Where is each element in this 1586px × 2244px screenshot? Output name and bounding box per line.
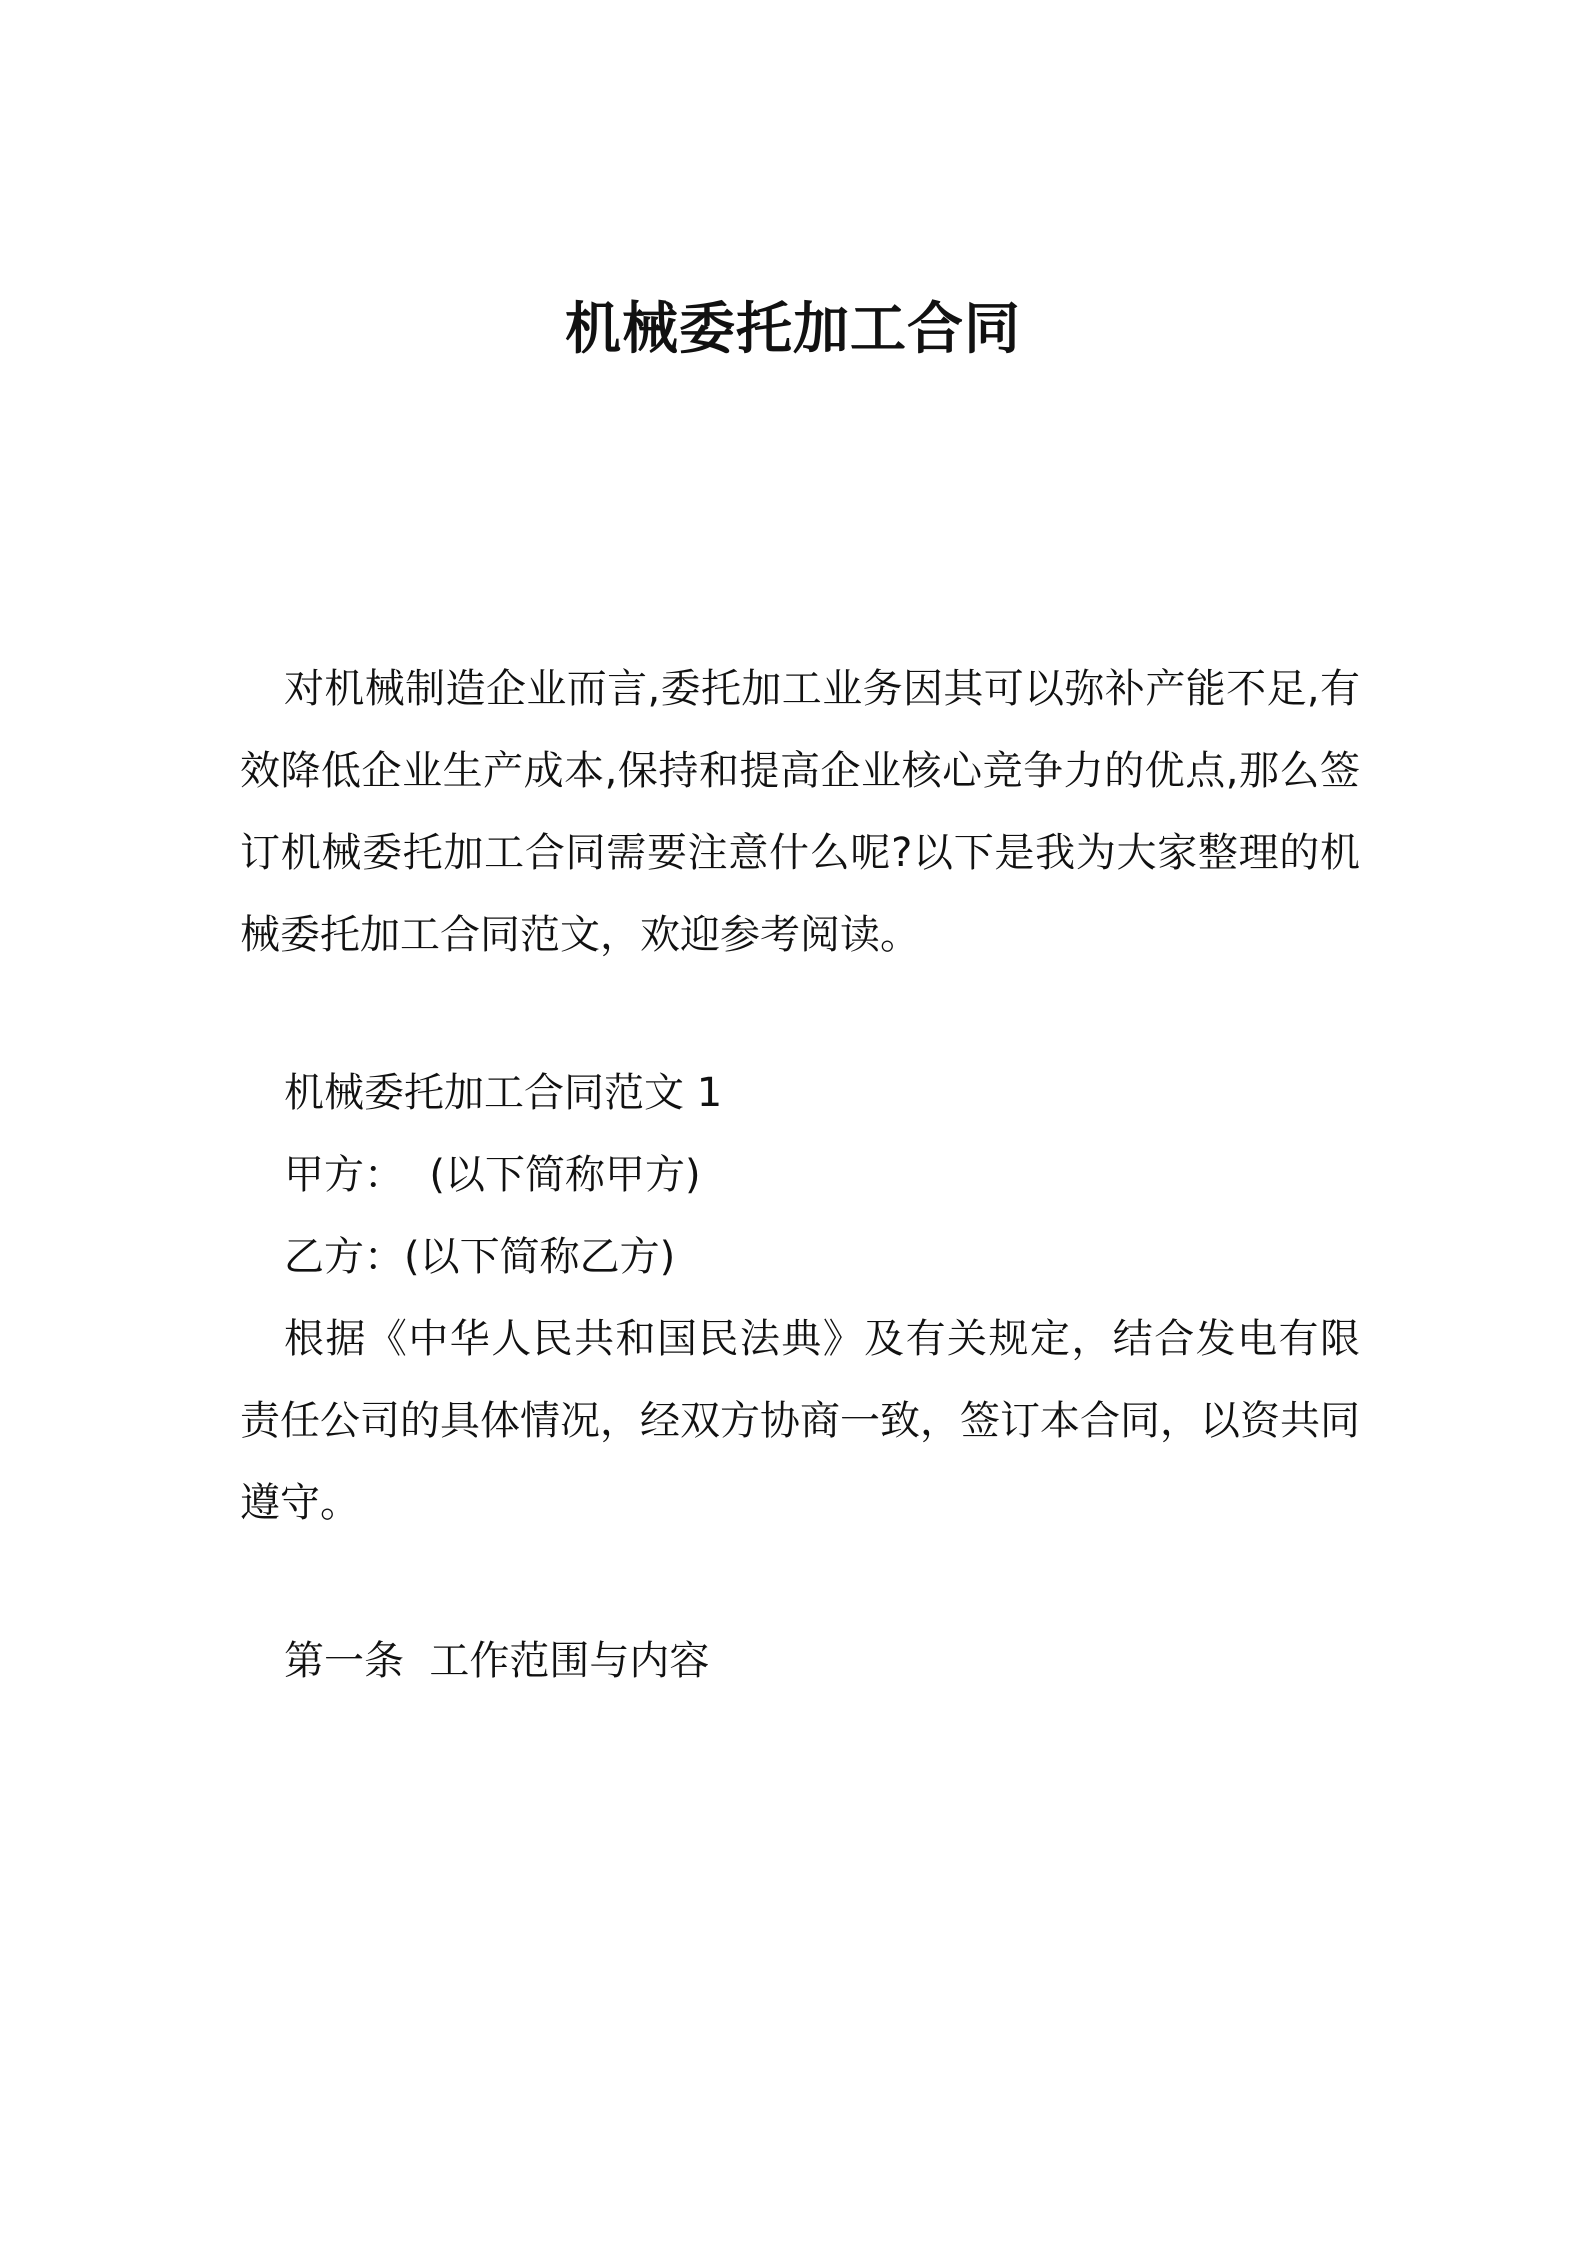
document-body xyxy=(240,648,1360,1702)
intro-paragraph: 对机械制造企业而言,委托加工业务因其可以弥补产能不足,有效降低企业生产成本,保持和提高企业核心竞争力的优点,那么签订机械委托加工合同需要注意什么呢?以下是我为大家整理的机械委托加工合同范文，欢迎参考阅读。 xyxy=(240,666,1360,958)
basis-paragraph: 根据《中华人民共和国民法典》及有关规定，结合发电有限责任公司的具体情况，经双方协商一致，签订本合同，以资共同遵守。 xyxy=(240,1316,1360,1526)
document-title: 机械委托加工合同 xyxy=(565,297,1021,362)
party-b-line: 乙方：(以下简称乙方) xyxy=(284,1234,676,1280)
party-a-line: 甲方： (以下简称甲方) xyxy=(284,1152,701,1198)
article-1-heading: 第一条 工作范围与内容 xyxy=(284,1638,710,1684)
sample-heading: 机械委托加工合同范文 1 xyxy=(284,1070,723,1116)
